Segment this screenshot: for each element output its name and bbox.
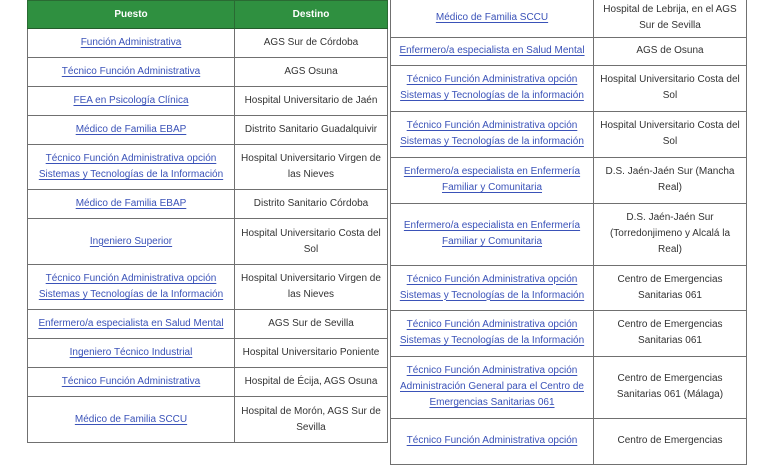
job-link[interactable]: Enfermero/a especialista en Salud Mental — [399, 45, 585, 56]
puesto-cell — [391, 0, 594, 37]
job-table-left — [27, 0, 388, 443]
job-link[interactable]: Técnico Función Administrativa opción — [406, 435, 578, 446]
destino-cell: Hospital Universitario de Jaén — [235, 87, 388, 116]
puesto-cell — [28, 58, 235, 87]
job-link[interactable]: Técnico Función Administrativa opción Sistemas y Tecnologías de la Información — [399, 273, 585, 301]
table-row — [28, 87, 388, 116]
table-header-row — [28, 1, 388, 29]
puesto-cell — [28, 368, 235, 397]
job-link[interactable]: Médico de Familia SCCU — [435, 11, 549, 23]
destino-cell: Hospital de Lebrija, en el AGS Sur de Sevilla — [594, 0, 747, 37]
destino-cell: D.S. Jaén-Jaén Sur (Torredonjimeno y Alcalá la Real) — [594, 203, 747, 265]
job-link[interactable]: Técnico Función Administrativa — [61, 376, 201, 387]
job-link[interactable]: Ingeniero Técnico Industrial — [69, 347, 193, 358]
puesto-cell — [391, 310, 594, 356]
destino-cell: Hospital Universitario Costa del Sol — [235, 219, 388, 265]
destino-cell: Distrito Sanitario Córdoba — [235, 190, 388, 219]
table-row — [391, 0, 747, 37]
table-row — [28, 190, 388, 219]
puesto-cell — [391, 157, 594, 203]
destino-cell: Hospital de Écija, AGS Osuna — [235, 368, 388, 397]
column-header-destino: Destino — [235, 1, 388, 29]
destino-cell: AGS Sur de Córdoba — [235, 29, 388, 58]
puesto-cell — [28, 310, 235, 339]
table-row — [391, 65, 747, 111]
job-table-right — [390, 0, 747, 465]
table-row — [28, 58, 388, 87]
table-row — [391, 157, 747, 203]
destino-cell: Hospital Universitario Costa del Sol — [594, 111, 747, 157]
table-row — [391, 265, 747, 310]
table-row — [28, 397, 388, 443]
destino-cell: AGS Osuna — [235, 58, 388, 87]
job-link[interactable]: Técnico Función Administrativa opción Sistemas y Tecnologías de la Información — [38, 153, 224, 180]
puesto-cell — [28, 87, 235, 116]
job-link[interactable]: Médico de Familia EBAP — [75, 124, 187, 135]
puesto-cell — [28, 219, 235, 265]
puesto-cell — [391, 265, 594, 310]
destino-cell: AGS Sur de Sevilla — [235, 310, 388, 339]
puesto-cell — [28, 397, 235, 443]
job-link[interactable]: Médico de Familia SCCU — [74, 413, 188, 425]
destino-cell: Hospital Universitario Virgen de las Nieves — [235, 145, 388, 190]
destino-cell: Hospital Universitario Poniente — [235, 339, 388, 368]
table-row — [391, 111, 747, 157]
job-link[interactable]: Ingeniero Superior — [89, 235, 173, 247]
table-row — [391, 418, 747, 464]
puesto-cell — [391, 203, 594, 265]
job-link[interactable]: Técnico Función Administrativa opción Sistemas y Tecnologías de la información — [400, 74, 584, 101]
table-row — [28, 368, 388, 397]
job-link[interactable]: Médico de Familia EBAP — [75, 198, 187, 209]
table-row — [391, 310, 747, 356]
job-link[interactable]: FEA en Psicología Clínica — [73, 95, 189, 106]
destino-cell: AGS de Osuna — [594, 37, 747, 65]
puesto-cell — [391, 111, 594, 157]
puesto-cell — [28, 339, 235, 368]
table-row — [28, 116, 388, 145]
destino-cell: Centro de Emergencias Sanitarias 061 (Málaga) — [594, 356, 747, 418]
destino-cell: Centro de Emergencias — [594, 418, 747, 464]
destino-cell: Distrito Sanitario Guadalquivir — [235, 116, 388, 145]
puesto-cell — [391, 356, 594, 418]
job-link[interactable]: Técnico Función Administrativa opción Sistemas y Tecnologías de la Información — [38, 273, 224, 300]
puesto-cell — [391, 37, 594, 65]
puesto-cell — [391, 418, 594, 464]
table-row — [28, 219, 388, 265]
job-link[interactable]: Técnico Función Administrativa opción Sistemas y Tecnologías de la Información — [399, 319, 585, 346]
puesto-cell — [28, 265, 235, 310]
destino-cell: Hospital Universitario Virgen de las Nieves — [235, 265, 388, 310]
job-link[interactable]: Técnico Función Administrativa — [61, 66, 201, 77]
table-row — [28, 29, 388, 58]
job-link[interactable]: Técnico Función Administrativa opción Sistemas y Tecnologías de la información — [400, 120, 584, 147]
puesto-cell — [28, 190, 235, 219]
puesto-cell — [28, 116, 235, 145]
table-row — [28, 145, 388, 190]
table-row — [28, 310, 388, 339]
table-row — [391, 37, 747, 65]
job-link[interactable]: Enfermero/a especialista en Enfermería Familiar y Comunitaria — [403, 220, 581, 247]
job-link[interactable]: Enfermero/a especialista en Enfermería Familiar y Comunitaria — [403, 166, 581, 193]
table-row — [28, 339, 388, 368]
destino-cell: Centro de Emergencias Sanitarias 061 — [594, 265, 747, 310]
job-link[interactable]: Función Administrativa — [80, 37, 182, 48]
table-row — [391, 203, 747, 265]
destino-cell: Hospital de Morón, AGS Sur de Sevilla — [235, 397, 388, 443]
destino-cell: D.S. Jaén-Jaén Sur (Mancha Real) — [594, 157, 747, 203]
puesto-cell — [391, 65, 594, 111]
column-header-puesto: Puesto — [28, 1, 235, 29]
job-link[interactable]: Enfermero/a especialista en Salud Mental — [38, 318, 224, 329]
table-row — [391, 356, 747, 418]
table-row — [28, 265, 388, 310]
destino-cell: Centro de Emergencias Sanitarias 061 — [594, 310, 747, 356]
job-link[interactable]: Técnico Función Administrativa opción Administración General para el Centro de Emergencias Sanitarias 061 — [400, 365, 584, 408]
destino-cell: Hospital Universitario Costa del Sol — [594, 65, 747, 111]
puesto-cell — [28, 29, 235, 58]
puesto-cell — [28, 145, 235, 190]
